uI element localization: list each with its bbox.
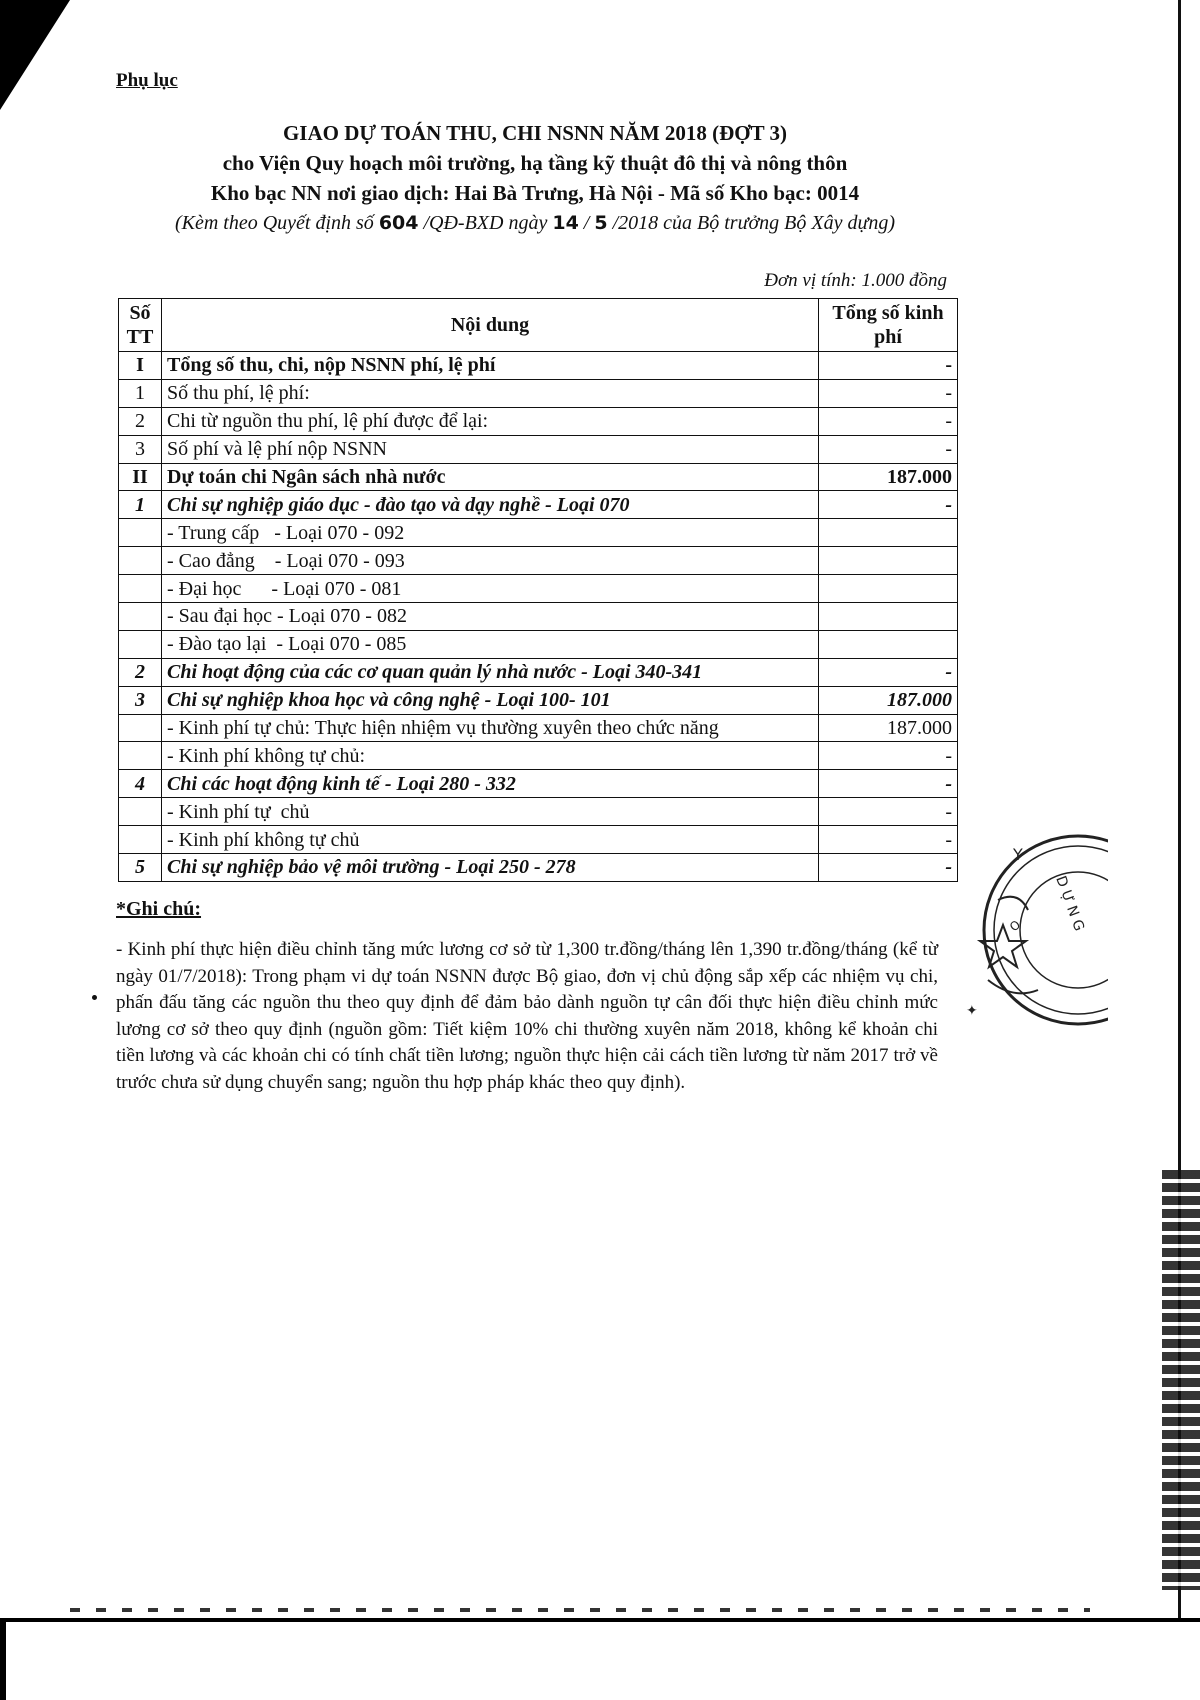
row-amount: 187.000 <box>819 686 958 714</box>
row-stt: 1 <box>119 491 162 519</box>
scan-edge-noise <box>1162 1170 1200 1590</box>
header-total: Tổng số kinh phí <box>819 299 958 352</box>
table-row <box>119 519 958 547</box>
table-row <box>119 575 958 603</box>
table-row <box>119 798 958 826</box>
row-amount: - <box>819 407 958 435</box>
document-title: GIAO DỰ TOÁN THU, CHI NSNN NĂM 2018 (ĐỢT 3) <box>282 121 788 145</box>
row-amount: - <box>819 770 958 798</box>
table-row <box>119 463 958 491</box>
table-row <box>119 435 958 463</box>
handwritten-day: 14 <box>552 212 579 234</box>
document-header <box>100 118 970 238</box>
table-row <box>119 658 958 686</box>
row-stt: I <box>119 352 162 380</box>
table-row <box>119 547 958 575</box>
table-row <box>119 854 958 882</box>
row-content: Số phí và lệ phí nộp NSNN <box>162 435 819 463</box>
row-content: - Kinh phí không tự chủ: <box>162 742 819 770</box>
notes-body: - Kinh phí thực hiện điều chỉnh tăng mức lương cơ sở từ 1,300 tr.đồng/tháng lên 1,390 tr.đồng/tháng (kể từ ngày 01/7/2018): Trong phạm vi dự toán NSNN được Bộ giao, đơn vị chủ động sắp xếp các nhiệm vụ chi, phấn đấu tăng các nguồn thu theo quy định để đảm bảo dành nguồn tự cân đối thực hiện điều chỉnh mức lương cơ sở theo quy định (nguồn gồm: Tiết kiệm 10% chi thường xuyên năm 2018, không kể khoản chi tiền lương và các khoản chi có tính chất tiền lương; nguồn thực hiện cải cách tiền lương từ năm 2017 trở về trước chưa sử dụng chuyển sang; nguồn thu hợp pháp khác theo quy định). <box>116 939 938 1093</box>
header-content: Nội dung <box>162 299 819 352</box>
handwritten-month: 5 <box>594 212 608 234</box>
row-amount: - <box>819 854 958 882</box>
notes-title: *Ghi chú: <box>116 898 202 920</box>
row-amount: - <box>819 658 958 686</box>
budget-table <box>118 298 958 882</box>
table-row <box>119 491 958 519</box>
budget-table-body <box>119 352 958 882</box>
row-content: Dự toán chi Ngân sách nhà nước <box>162 463 819 491</box>
table-row <box>119 630 958 658</box>
row-content: - Kinh phí không tự chủ <box>162 826 819 854</box>
row-content: - Trung cấp - Loại 070 - 092 <box>162 519 819 547</box>
row-amount: - <box>819 352 958 380</box>
row-stt: 4 <box>119 770 162 798</box>
decision-line: (Kèm theo Quyết định số 604 /QĐ-BXD ngày 14 / 5 /2018 của Bộ trưởng Bộ Xây dựng) <box>174 212 896 234</box>
unit-note: Đơn vị tính: 1.000 đồng <box>764 270 947 291</box>
row-stt: 1 <box>119 379 162 407</box>
row-stt: 3 <box>119 435 162 463</box>
row-amount <box>819 603 958 631</box>
row-content: - Kinh phí tự chủ <box>162 798 819 826</box>
row-stt: 2 <box>119 658 162 686</box>
row-stt: 3 <box>119 686 162 714</box>
svg-text:O: O <box>1006 917 1024 935</box>
svg-text:Y: Y <box>1013 845 1023 864</box>
row-stt <box>119 547 162 575</box>
row-amount: - <box>819 826 958 854</box>
table-row <box>119 407 958 435</box>
row-content: Chi sự nghiệp giáo dục - đào tạo và dạy nghề - Loại 070 <box>162 491 819 519</box>
official-seal-icon <box>958 830 1108 1030</box>
handwritten-decision-number: 604 <box>378 212 419 234</box>
row-stt <box>119 575 162 603</box>
row-amount <box>819 547 958 575</box>
table-row <box>119 686 958 714</box>
row-amount <box>819 519 958 547</box>
appendix-label: Phụ lục <box>116 70 178 91</box>
row-amount: - <box>819 435 958 463</box>
row-content: Chi hoạt động của các cơ quan quản lý nhà nước - Loại 340-341 <box>162 658 819 686</box>
table-header-row <box>119 299 958 352</box>
row-stt <box>119 519 162 547</box>
row-amount <box>819 575 958 603</box>
row-stt <box>119 826 162 854</box>
row-content: - Kinh phí tự chủ: Thực hiện nhiệm vụ thường xuyên theo chức năng <box>162 714 819 742</box>
row-amount: - <box>819 379 958 407</box>
stray-dot <box>92 995 97 1000</box>
row-content: - Đại học - Loại 070 - 081 <box>162 575 819 603</box>
table-row <box>119 352 958 380</box>
row-amount <box>819 630 958 658</box>
row-stt <box>119 714 162 742</box>
row-content: - Cao đẳng - Loại 070 - 093 <box>162 547 819 575</box>
svg-text:✦: ✦ <box>966 1003 978 1019</box>
row-amount: - <box>819 798 958 826</box>
row-stt: II <box>119 463 162 491</box>
table-row <box>119 714 958 742</box>
row-amount: 187.000 <box>819 463 958 491</box>
treasury-line: Kho bạc NN nơi giao dịch: Hai Bà Trưng, Hà Nội - Mã số Kho bạc: 0014 <box>210 181 860 205</box>
row-content: - Sau đại học - Loại 070 - 082 <box>162 603 819 631</box>
row-stt: 2 <box>119 407 162 435</box>
row-content: Số thu phí, lệ phí: <box>162 379 819 407</box>
row-stt <box>119 603 162 631</box>
table-row <box>119 770 958 798</box>
scan-corner-artifact <box>0 0 70 110</box>
row-content: Tổng số thu, chi, nộp NSNN phí, lệ phí <box>162 352 819 380</box>
row-content: Chi sự nghiệp khoa học và công nghệ - Loại 100- 101 <box>162 686 819 714</box>
row-stt <box>119 798 162 826</box>
row-amount: - <box>819 491 958 519</box>
table-row <box>119 603 958 631</box>
row-stt <box>119 742 162 770</box>
row-content: Chi từ nguồn thu phí, lệ phí được để lại: <box>162 407 819 435</box>
table-row <box>119 826 958 854</box>
header-stt: Số TT <box>119 299 162 352</box>
table-row <box>119 742 958 770</box>
row-content: - Đào tạo lại - Loại 070 - 085 <box>162 630 819 658</box>
svg-text:D Ự N G: D Ự N G <box>1052 873 1087 934</box>
row-amount: - <box>819 742 958 770</box>
table-row <box>119 379 958 407</box>
row-amount: 187.000 <box>819 714 958 742</box>
row-content: Chi các hoạt động kinh tế - Loại 280 - 332 <box>162 770 819 798</box>
document-subtitle: cho Viện Quy hoạch môi trường, hạ tầng kỹ thuật đô thị và nông thôn <box>222 151 848 175</box>
scan-bottom-artifact <box>0 1600 1200 1700</box>
row-stt <box>119 630 162 658</box>
row-content: Chi sự nghiệp bảo vệ môi trường - Loại 250 - 278 <box>162 854 819 882</box>
row-stt: 5 <box>119 854 162 882</box>
